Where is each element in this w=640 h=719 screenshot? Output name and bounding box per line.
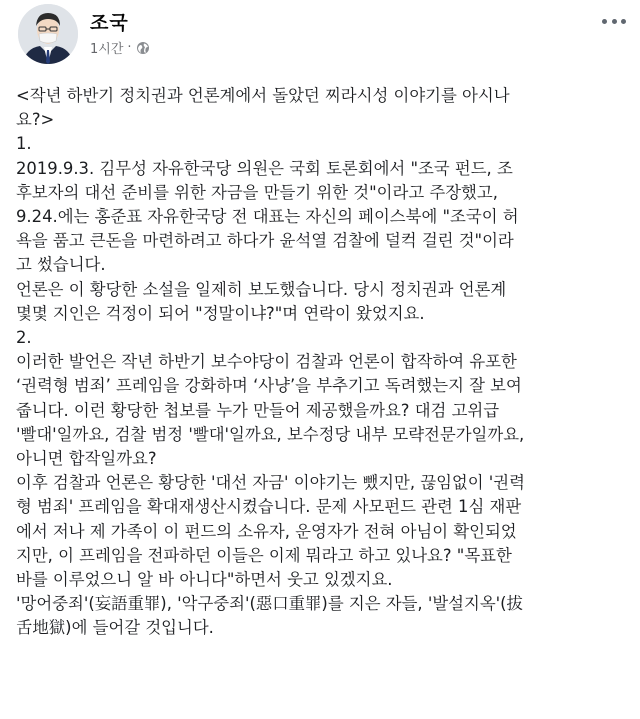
post-text-line: <작년 하반기 정치권과 언론계에서 돌았던 찌라시성 이야기를 아시나 <box>16 86 510 105</box>
post-text-line: 에서 저나 제 가족이 이 펀드의 소유자, 운영자가 전혀 아님이 확인되었 <box>16 521 517 541</box>
post-text-line: 후보자의 대선 준비를 위한 자금을 만들기 위한 것"이라고 주장했고, <box>16 182 498 202</box>
post-text-line: 몇몇 지인은 걱정이 되어 "정말이냐?"며 연락이 왔었지요. <box>16 303 425 323</box>
post-text-line: 1. <box>16 134 32 154</box>
post-text-line: 바를 이루었으니 알 바 아니다"하면서 웃고 있겠지요. <box>16 570 393 590</box>
post-timestamp[interactable]: 1시간 <box>90 42 124 57</box>
post-text-line: 이후 검찰과 언론은 황당한 '대선 자금' 이야기는 뺐지만, 끊임없이 '권력 <box>16 473 525 493</box>
post-text-line: 2. <box>16 328 32 348</box>
post-text-line: 욕을 품고 큰돈을 마련하려고 하다가 윤석열 검찰에 덜컥 걸린 것"이라 <box>16 231 514 251</box>
post-text-line: '망어중죄'(妄語重罪), '악구중죄'(惡口重罪)를 지은 자들, '발설지옥'(拔 <box>16 594 523 614</box>
post-text-line: 2019.9.3. 김무성 자유한국당 의원은 국회 토론회에서 "조국 펀드, 조 <box>16 158 513 178</box>
post-text-line: 이러한 발언은 작년 하반기 보수야당이 검찰과 언론이 합작하여 유포한 <box>16 352 517 372</box>
meta-separator: · <box>127 40 132 55</box>
more-options-icon[interactable] <box>602 14 626 28</box>
author-name[interactable]: 조국 <box>90 12 129 34</box>
post-text-line: 지만, 이 프레임을 전파하던 이들은 이제 뭐라고 하고 있나요? "목표한 <box>16 545 512 565</box>
profile-photo <box>18 4 78 64</box>
post-text-line: 고 썼습니다. <box>16 255 106 275</box>
avatar[interactable] <box>18 4 78 64</box>
post-text-line: ‘권력형 범죄’ 프레임을 강화하며 ‘사냥’을 부추기고 독려했는지 잘 보여 <box>16 376 522 396</box>
post-text-line: '빨대'일까요, 검찰 범정 '빨대'일까요, 보수정당 내부 모략전문가일까요, <box>16 424 525 444</box>
post-text-line: 형 범죄' 프레임을 확대재생산시켰습니다. 문제 사모펀드 관련 1심 재판 <box>16 497 522 517</box>
globe-icon[interactable] <box>136 41 150 55</box>
post-text-line: 9.24.에는 홍준표 자유한국당 전 대표는 자신의 페이스북에 "조국이 허 <box>16 207 519 227</box>
post-text-line: 줍니다. 이런 황당한 첩보를 누가 만들어 제공했을까요? 대검 고위급 <box>16 400 500 420</box>
post-meta <box>90 38 150 57</box>
post-text-line: 아니면 합작일까요? <box>16 449 157 469</box>
post-header <box>0 0 640 70</box>
post-text-line: 舌地獄)에 들어갈 것입니다. <box>16 618 214 638</box>
post-text-line: 요?> <box>16 110 55 130</box>
post-text <box>16 84 628 641</box>
post-text-line: 언론은 이 황당한 소설을 일제히 보도했습니다. 당시 정치권과 언론계 <box>16 279 507 299</box>
